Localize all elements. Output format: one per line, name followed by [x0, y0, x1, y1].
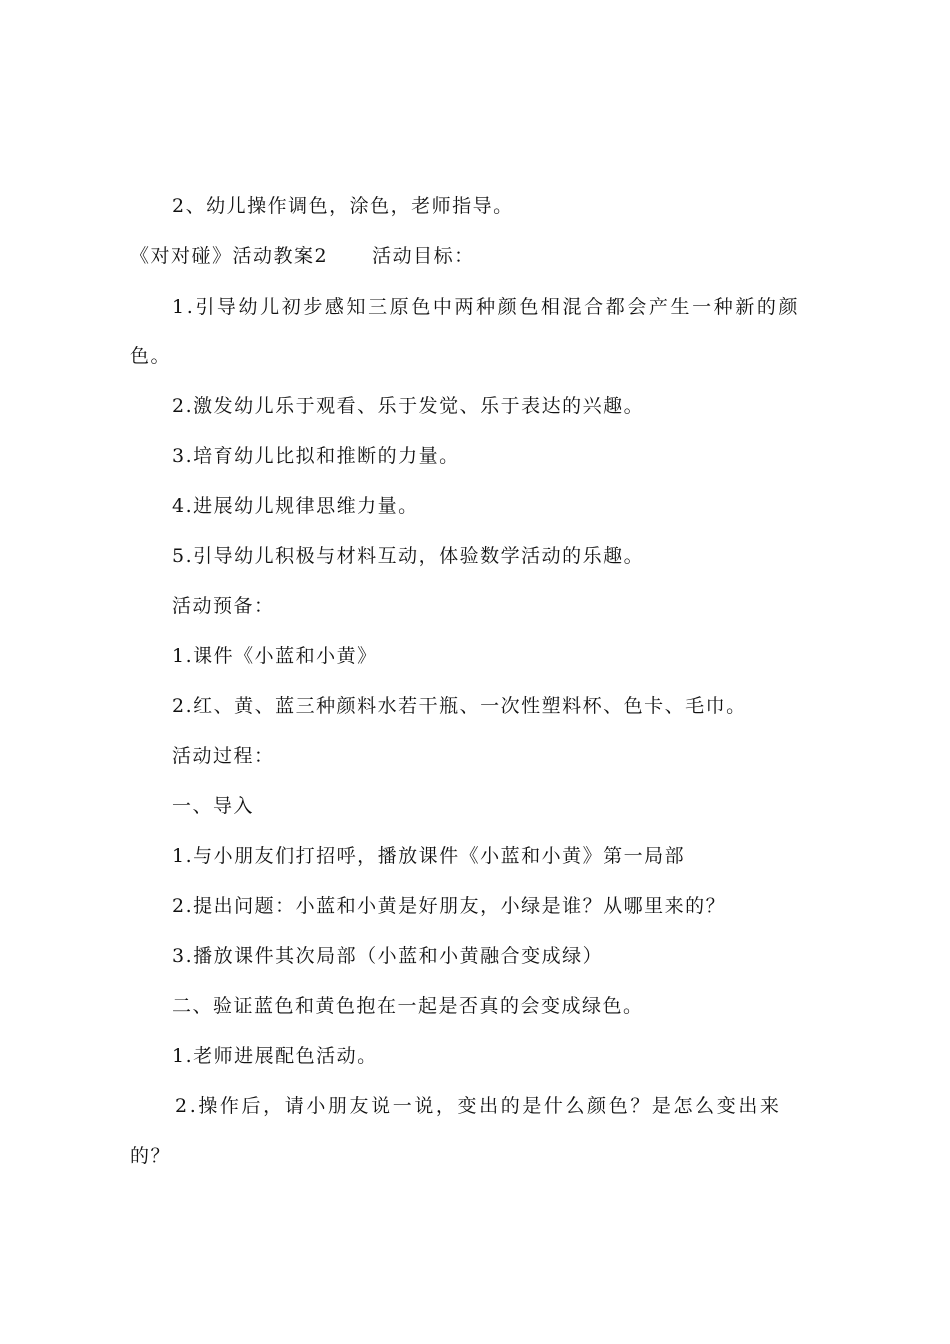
text-line-4: 色。: [130, 345, 172, 367]
text-line-15: 2.提出问题：小蓝和小黄是好朋友，小绿是谁？从哪里来的？: [172, 895, 727, 917]
text-line-8: 5.引导幼儿积极与材料互动，体验数学活动的乐趣。: [172, 545, 645, 567]
text-line-18: 1.老师进展配色活动。: [172, 1045, 378, 1067]
text-line-7: 4.进展幼儿规律思维力量。: [172, 495, 419, 517]
text-line-19: 2.操作后，请小朋友说一说，变出的是什么颜色？是怎么变出来: [175, 1095, 782, 1117]
text-line-13: 一、导入: [172, 795, 255, 817]
section-heading-preparation: 活动预备：: [172, 595, 275, 617]
text-line-1: 2、幼儿操作调色，涂色，老师指导。: [172, 195, 514, 217]
text-line-3: 1.引导幼儿初步感知三原色中两种颜色相混合都会产生一种新的颜: [172, 296, 801, 318]
text-line-10: 1.课件《小蓝和小黄》: [172, 645, 378, 667]
text-line-5: 2.激发幼儿乐于观看、乐于发觉、乐于表达的兴趣。: [172, 395, 645, 417]
text-line-17: 二、验证蓝色和黄色抱在一起是否真的会变成绿色。: [172, 995, 644, 1017]
text-line-2: [130, 244, 475, 268]
text-line-11: 2.红、黄、蓝三种颜料水若干瓶、一次性塑料杯、色卡、毛巾。: [172, 695, 747, 717]
section-heading-goals: 活动目标：: [372, 245, 475, 267]
text-line-16: 3.播放课件其次局部（小蓝和小黄融合变成绿）: [172, 945, 604, 967]
lesson-title: 《对对碰》活动教案2: [130, 245, 329, 267]
text-line-20: 的？: [130, 1145, 172, 1167]
text-line-6: 3.培育幼儿比拟和推断的力量。: [172, 445, 460, 467]
text-line-14: 1.与小朋友们打招呼，播放课件《小蓝和小黄》第一局部: [172, 845, 686, 867]
section-heading-process: 活动过程：: [172, 745, 275, 767]
